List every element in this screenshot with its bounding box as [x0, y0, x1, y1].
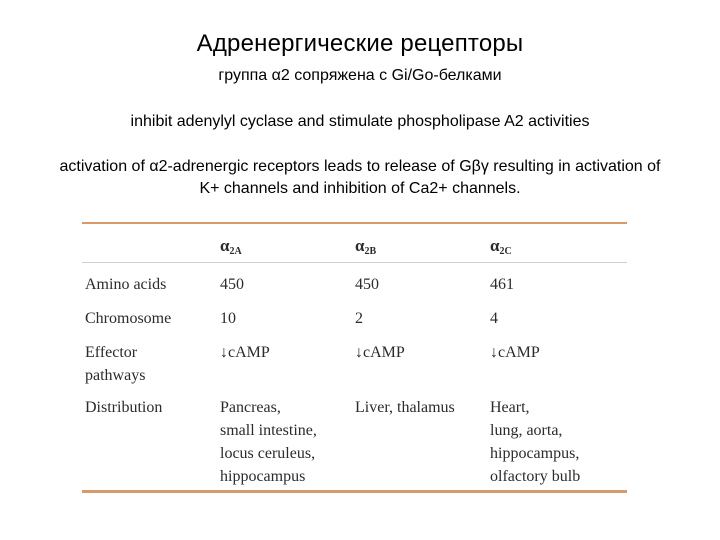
row-label-effector-pathways: Effector pathways: [85, 344, 146, 384]
table-top-rule: [82, 222, 627, 224]
row-label-distribution: Distribution: [85, 399, 163, 416]
row-label-amino-acids: Amino acids: [85, 276, 167, 293]
cell-effector-2b: ↓cAMP: [355, 344, 405, 361]
text-line-gbg: [10, 156, 710, 200]
cell-amino-acids-2a: 450: [220, 276, 244, 293]
cell-distribution-2a: Pancreas, small intestine, locus ceruleus, hippocampus: [220, 399, 317, 485]
cell-distribution-2b: Liver, thalamus: [355, 399, 455, 416]
cell-amino-acids-2c: 461: [490, 276, 514, 293]
col-header-alpha2c: $\alpha_{2C}$: [490, 236, 512, 257]
row-label-chromosome: Chromosome: [85, 310, 172, 327]
table-bottom-rule: [82, 490, 627, 493]
cell-amino-acids-2b: 450: [355, 276, 379, 293]
text-line-adenylyl: inhibit adenylyl cyclase and stimulate phospholipase A2 activities: [130, 113, 590, 130]
cell-effector-2a: ↓cAMP: [220, 344, 270, 361]
col-header-alpha2a: $\alpha_{2A}$: [220, 236, 242, 257]
cell-chromosome-2b: 2: [355, 310, 363, 327]
slide-subtitle: группа α2 сопряжена с Gi/Go-белками: [218, 67, 502, 84]
text-line-gbg-part2: K+ channels and inhibition of Ca2+ channels.: [199, 180, 521, 197]
receptor-table: [82, 222, 627, 494]
col-header-alpha2b: $\alpha_{2B}$: [355, 236, 377, 257]
text-line-gbg-part1: activation of α2-adrenergic receptors leads to release of Gβγ resulting in activation of: [59, 158, 661, 175]
cell-effector-2c: ↓cAMP: [490, 344, 540, 361]
cell-distribution-2c: Heart, lung, aorta, hippocampus, olfactory bulb: [490, 399, 581, 485]
slide-title: Адренергические рецепторы: [196, 30, 524, 57]
cell-chromosome-2c: 4: [490, 310, 498, 327]
cell-chromosome-2a: 10: [220, 310, 236, 327]
